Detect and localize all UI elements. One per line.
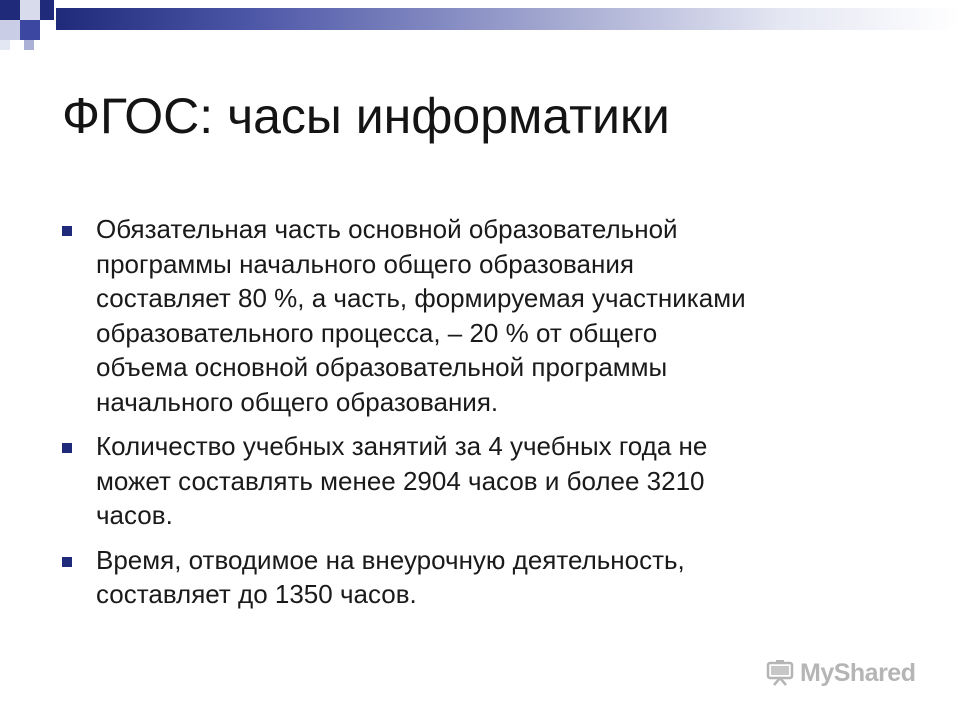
header-gradient-bar [56, 8, 960, 30]
bullet-item [62, 212, 842, 419]
bullet-line: объема основной образовательной программы [96, 352, 668, 382]
bullet-square-icon [62, 226, 72, 236]
bullet-line: Количество учебных занятий за 4 учебных года не [96, 431, 708, 461]
bullet-line: начального общего образования. [96, 386, 499, 417]
bullet-list [62, 212, 842, 622]
bullet-line: Обязательная часть основной образовательной [96, 214, 678, 244]
bullet-text [96, 543, 842, 612]
bullet-text [96, 212, 842, 419]
bullet-line: может составлять менее 2904 часов и более 3210 [96, 465, 705, 496]
bullet-line: программы начального общего образования [96, 248, 634, 279]
decor-square [0, 0, 20, 20]
decor-square [0, 20, 20, 40]
watermark [766, 656, 915, 690]
bullet-line: составляет 80 %, а часть, формируемая участниками [96, 283, 746, 313]
decor-square [0, 40, 10, 50]
bullet-line: часов. [96, 500, 173, 530]
bullet-text [96, 429, 842, 533]
bullet-square-icon [62, 557, 72, 567]
bullet-line: Время, отводимое на внеурочную деятельность, [96, 544, 685, 575]
decor-square [24, 40, 34, 50]
decor-square [20, 0, 40, 20]
bullet-line: составляет до 1350 часов. [96, 579, 417, 609]
bullet-item [62, 543, 842, 612]
decor-square [40, 0, 54, 20]
bullet-line: образовательного процесса, – 20 % от общего [96, 317, 658, 348]
watermark-text: MyShared [800, 658, 916, 687]
decor-square [20, 20, 40, 40]
slide-title: ФГОС: часы информатики [62, 88, 670, 144]
presentation-board-icon [766, 660, 794, 686]
bullet-item [62, 429, 842, 533]
bullet-square-icon [62, 443, 72, 453]
